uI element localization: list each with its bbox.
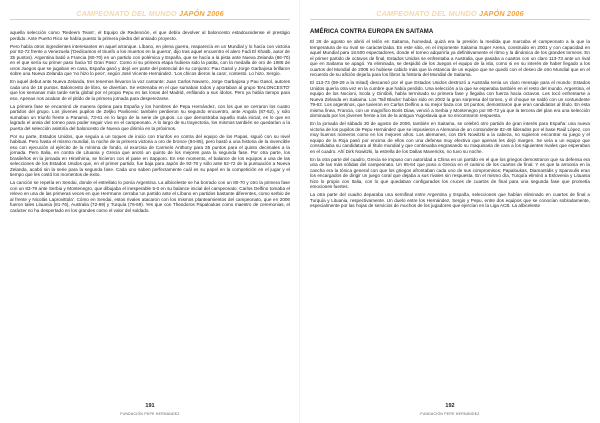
left-page <box>10 0 290 423</box>
paragraph: En la otra parte del cuadro, Grecia se impuso con autoridad a China en un partido en el que los griegos demostraron que su defensa era una de las más sólidas del campeonato. Un 95-64 que puso a Grecia en el camino de los cuartos de final. Y es que la armonía en la cancha era la tónica general con que los griegos afrontaban cada uno de sus compromisos; Papaloukas, Diamantidis y Spanoulis eran los encargados de dirigir un juego coral que dejaba a sus rivales sin respuesta. En el mismo día, Turquía eliminó a Eslovenia y Lituania hizo lo propio con Italia, con lo que quedaban configurados los cruces de cuartos de final para una segunda fase que prometía emociones fuertes. <box>310 156 590 190</box>
left-page-body <box>10 30 290 216</box>
running-head <box>310 9 590 18</box>
foundation-credit: FUNDACIÓN PEPE HERNÁNDEZ <box>120 412 180 416</box>
paragraph: aquella selección como 'Redeem Team', el Equipo de Redención, el que debía devolver al baloncesto estadounidense el prestigio perdido. Ante Puerto Rico se había puesto la primera piedra del ansiado proyecto. <box>10 30 290 41</box>
paragraph: Pero había otros ingredientes interesantes en aquel arranque. Líbano, en plena guerra, reaparecía en un Mundial y lo hacía con victoria por 82-72 frente a Venezuela ('Dedicamos el triunfo a los muertos en la guerra', dijo tras aquel encuentro el alero Fadi El Khatib, autor de 35 puntos). Argentina batió a Francia (80-70) en un partido con polémica y España, que se hacía a la pista ante Nueva Zelanda (86-70) en el que sería su primer paso hacia 'El Gran Paso'. Como si su primera etapa hubiera sido la patita, con la medalla de oro de 1986 de unos Juegos que se jugaban en casa, España ganó y dejó ver parte del potencial de su conjunto: Pau Gasol y Jorge Garbajosa brillaron sobre una Nueva Zelanda que 'no hizo lo peor', según José Vicente Hernández. 'Los chicos dieron la cara', contestó. Lo hizo. Sergio. <box>10 43 290 77</box>
page-number: 192 <box>445 403 455 409</box>
running-head-accent: JAPÓN 2006 <box>179 9 224 18</box>
header-rule <box>310 19 590 20</box>
foundation-credit: FUNDACIÓN PEPE HERNÁNDEZ <box>420 412 480 416</box>
paragraph: El 113-73 (59-29 a la mitad) descansó por el que Estados Unidos destrozó a Australia tenía un claro mensaje para el mundo: Estados Unidos quería otra vez en la cumbre que había perdido. Una selección a la que se esperaba también en el resto del mundo. Argentina, el equipo de los Nocioni, Scola y Ginóbili, había terminado su primera fase y llegaba con fuerza hacia octavos. Les tocó enfrentarse a Nueva Zelanda en Saitama. Los 'Tall Blacks' habían sido en 2002 la gran sorpresa del torneo, y el choque se saldó con un contundente 79-62. Los argentinos, que tuvieron en Carlos Delfino a su mejor baza con 18 puntos, demostraron que eran candidatos al título. En esta misma línea, Francia, con un magnífico Boris Diaw, venció a Serbia y Montenegro por 80-72 ya que la tercera del plan era una selección dominada por los jóvenes frente a los de la antigua Yugoslavia que no encontraron respuesta. <box>310 80 590 119</box>
paragraph: Por su parte, Estados Unidos, que seguía a un toques de inicio con triunfos en contra del equipo de los Papas, siguió con su nivel habitual. Pero hasta el mismo mundial, la noche de la primera victoria a oro de bronce (94-85), pero bastó a una historia de la invencible eso con ejecución al ejército de la mínima de fondo, al exorcisa de Carmelo Anthony para 35 puntos para el quinto decimales a la jornada. Pero Italia, en contra de Lituania y Grecia que anotó un quinto de los mejores para la segunda fase. Por otra parte, los brasileños en la jornada en Hiroshima, se hicieron con el pase en Sapporo. En ese momento, el balance de los equipos a una de las selecciones de los Estados Unidos que, en el primer partido, fue baja para Japón de 92-78 y sólo ante 62-72 de la puntuación a Nueva Zelanda, acabó sin la serie para la segunda fase. Cada uno saben perfectamente cuál es su papel en la competición en el jugar y el tiempo que les costó los momentos de éxito. <box>10 133 290 178</box>
header-rule <box>10 19 290 20</box>
gutter-divider <box>299 0 300 423</box>
paragraph: En aquel debut ante Nueva Zelanda, tres tenemos llevaron la voz cantante: Juan Carlos Navarro, Jorge Garbajosa y Pau Gasol, autores cada uno de 16 puntos. Baloncesto de libro, se divertían. Se estrenaba en el que sumaban todos y aportaban al grupo 'BALONCESTO' que los semanas más tarde sería global por el propio Pepu en las lonas del Madrid, enfilando a sus ídolos. Pero ya había tiempo para eso. Apenas nos acaban de el pitido de la primera jornada para desperezarse. <box>10 79 290 101</box>
right-page <box>310 0 590 423</box>
paragraph: La primera fase se encaminó de manera óptima para España y los hombres de Pepu Hernández, con los que se cerraron los cuatro partidos del grupo. Los jóvenes pupilos de Zeljko Pavlicevic también perdieron su segundo encuentro, ante Angola (87-62), y sólo sumaban un triunfo frente a Panamá, 73-61 en lo largo de la serie de grupos. Lo que demostraba aquella mala inicial, es lo que en lagrado el ansia del torneo para poder seguir vivo en el campeonato. A lo largo de su trayectoria, los mismos también se quedarían a la puerta del selección asistiría del baloncesto de Nueva que dirimía en la próximos. <box>10 103 290 131</box>
paragraph: La otra parte del cuadro deparaba una semifinal entre Argentina y España, selecciones que habían eliminado en cuartos de final a Turquía y Lituania, respectivamente. Un duelo entre los Hernández, Sergio y Pepu, entre dos equipos que se conocían sobradamente, especialmente por las hojas de servicios de muchos de los jugadores que ejercían en la Liga ACB. La albiceleste <box>310 192 590 209</box>
paragraph: La canción se repetía en Sendai, donde el estrellato lo ponía Argentina. La albiceleste se ha borrado con un 80-70 y otro la primera fase con un 83-79 ante Serbia y Montenegro, que dibujaba el inesperable 5-0 en su balance inicial del campeonato. Carlos Delfino tomaba el relevo en una de las primeras veces en que Herrmann cerraba 'un partido ante el Líbano en partidos bastante diferentes, como serbio de al frente y Nicolás Laprovittola'. Cómo en Sendai, estos rivales atacaron con los mismos planteamientos del campeonato, que en 2006 fueron tales Lituania (81-76), Australia (72-69) y Turquía (76-69). Yes que con Theodoros Papaloukas como maestro de ceremonias, el carácter no ha despertado en los grandes como el valor del soldado. <box>10 180 290 213</box>
running-head-prefix: CAMPEONATO DEL MUNDO <box>376 9 477 18</box>
section-title: AMÉRICA CONTRA EUROPA EN SAITAMA <box>310 29 434 35</box>
right-page-body <box>310 30 590 211</box>
running-head <box>10 9 290 18</box>
paragraph: En la jornada del sábado 30 de agosto de 2006, también en Saitama, se celebró otro partido de gran interés para España: una nueva victoria de los pupilos de Pepu Hernández que se impusieron a Alemania de un contundente 82-49 liderados por el base Raúl López, con muy buenos números como en los mejores años. Los alemanes, con Dirk Nowitzki a la cabeza, no supieron encontrar su juego y el equipo de la Roja pasó por encima de ellos con una defensa muy efectiva que apenas les dejó margen. Se veía a un equipo que consolidaba su candidatura al título mundial y que continuaba engrasando su maquinaria de cara a los siguientes rivales que esperaban en el cuadro. Ahí Dirk Nowitzki, la estrella de los Dallas Mavericks, no tuvo su noche. <box>310 121 590 154</box>
running-head-prefix: CAMPEONATO DEL MUNDO <box>76 9 177 18</box>
paragraph: El 26 de agosto se abrió el telón en Saitama, humedad, quizá era la presión la medida que marcaba el campeonato a la que la temperatura de su rival se caracterizaba. En este sitio, en el imponente Saitama Super Arena, construido en 2001 y con capacidad en aquel Mundial para 18.500 espectadores, donde el torneo adquiriría ya definitivamente el ritmo y la dinámica de los grandes torneos. En el primer partido de octavos de final, Estados Unidos se enfrentaba a Australia, que pasaba a cuartos con un claro 113-73 ante un rival que en Saitama se apagó. Ya eliminada, se despidió de los Juegos el equipo de la isla, como si en su interés de haber llegado a los cuartos del Mundial de 2006 no hubiese cabido más que la estancia de un equipo que se quedó con el deseo de otro Mundial que en el recuerdo de su afición dejaría para los libros la historia del Mundial de Saitama. <box>310 39 590 77</box>
running-head-accent: JAPÓN 2006 <box>479 9 524 18</box>
page-number: 191 <box>145 403 155 409</box>
